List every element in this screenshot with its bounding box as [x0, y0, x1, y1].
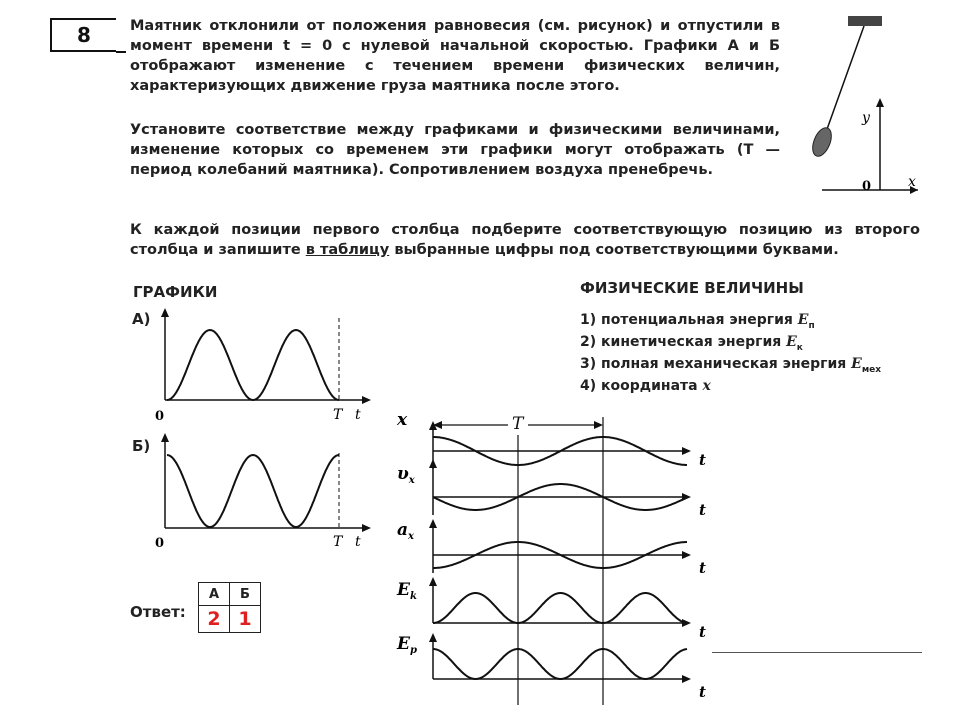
ref-t-label-3: t	[699, 559, 706, 577]
ref-label-4: $E_k$	[397, 580, 417, 602]
quantity-option-1: 1) потенциальная энергия $E_п$	[580, 312, 815, 331]
graph-a-t-arrow	[362, 396, 371, 404]
graphs-title: ГРАФИКИ	[133, 283, 218, 301]
ref-y-arrow-3	[429, 519, 437, 528]
ref-y-arrow-5	[429, 633, 437, 642]
pendulum-figure	[800, 14, 930, 204]
graph-b-label: Б)	[132, 437, 151, 455]
ref-t-arrow-1	[682, 447, 691, 455]
ref-curve-5	[433, 649, 687, 679]
answer-line	[712, 652, 922, 653]
task-paragraph-1: Маятник отклонили от положения равновесия (см. рисунок) и отпустили в момент времени t = 0 с нулевой начальной скоростью. Графики А и Б отображают изменение с течением времени физических величин, характеризующих движение груза маятника после этого.	[130, 18, 780, 94]
quantity-option-2: 2) кинетическая энергия $E_к$	[580, 334, 803, 353]
ref-t-arrow-5	[682, 675, 691, 683]
ceiling-mount	[848, 16, 882, 26]
task-number-underline	[116, 51, 126, 53]
ref-label-sub-2: x	[408, 475, 415, 486]
task-paragraph-3: К каждой позиции первого столбца подберите соответствующую позицию из второго столбца и запишите в таблицу выбранные цифры под соответствующими буквами.	[130, 222, 920, 258]
task-paragraph-2: Установите соответствие между графиками и физическими величинами, изменение которых со временем эти графики могут отображать (T — период колебаний маятника). Сопротивлением воздуха пренебречь.	[130, 122, 780, 178]
ref-label-sub-4: k	[409, 591, 417, 602]
ref-t-label-2: t	[699, 501, 706, 519]
reference-graphs	[395, 405, 715, 715]
answer-value-b[interactable]: 1	[230, 606, 261, 633]
ref-label-5: $E_p$	[397, 634, 417, 656]
ref-label-3: $a_x$	[397, 520, 414, 542]
ref-curve-4	[433, 593, 687, 623]
graph-b-period-label: T	[333, 534, 343, 550]
graph-b-t-label: t	[355, 534, 361, 550]
y-axis-arrow	[876, 98, 884, 107]
graph-a-period-label: T	[333, 407, 343, 423]
graph-a-origin: 0	[155, 409, 165, 424]
pendulum-string	[826, 26, 864, 132]
graph-a-label: А)	[132, 310, 151, 328]
graph-a-y-arrow	[161, 308, 169, 317]
task-number: 8	[50, 18, 116, 52]
answer-column-b: Б	[230, 583, 261, 606]
answer-column-a: А	[199, 583, 230, 606]
graph-a-t-label: t	[355, 407, 361, 423]
ref-period-arrow-right	[594, 421, 603, 429]
pendulum-x-label: x	[908, 174, 916, 190]
graph-b-origin: 0	[155, 536, 165, 551]
ref-label-sub-3: x	[408, 531, 414, 542]
pendulum-bob	[809, 125, 835, 159]
graph-b-curve	[167, 455, 339, 527]
graph-a	[145, 300, 385, 428]
ref-t-label-1: t	[699, 451, 706, 469]
answer-table	[198, 582, 261, 633]
ref-label-sub-5: p	[409, 645, 417, 656]
ref-label-1: x	[397, 410, 408, 430]
pendulum-origin: 0	[862, 179, 872, 194]
answer-label: Ответ:	[130, 603, 186, 621]
ref-t-label-5: t	[699, 683, 706, 701]
ref-y-arrow-4	[429, 577, 437, 586]
quantity-option-4: 4) координата x	[580, 378, 711, 394]
graph-b-y-arrow	[161, 433, 169, 442]
pendulum-y-label: y	[862, 110, 870, 126]
ref-label-2: $\upsilon_x$	[397, 464, 415, 486]
answer-value-a[interactable]: 2	[199, 606, 230, 633]
ref-t-label-4: t	[699, 623, 706, 641]
quantities-list	[580, 309, 881, 397]
ref-period-label: T	[512, 414, 524, 434]
graph-b-t-arrow	[362, 524, 371, 532]
quantities-title: ФИЗИЧЕСКИЕ ВЕЛИЧИНЫ	[580, 279, 804, 297]
graph-b	[145, 425, 385, 553]
graph-a-curve	[167, 330, 339, 400]
quantity-option-3: 3) полная механическая энергия $E_{мех}$	[580, 356, 882, 375]
ref-t-arrow-3	[682, 551, 691, 559]
ref-y-arrow-2	[429, 459, 437, 468]
